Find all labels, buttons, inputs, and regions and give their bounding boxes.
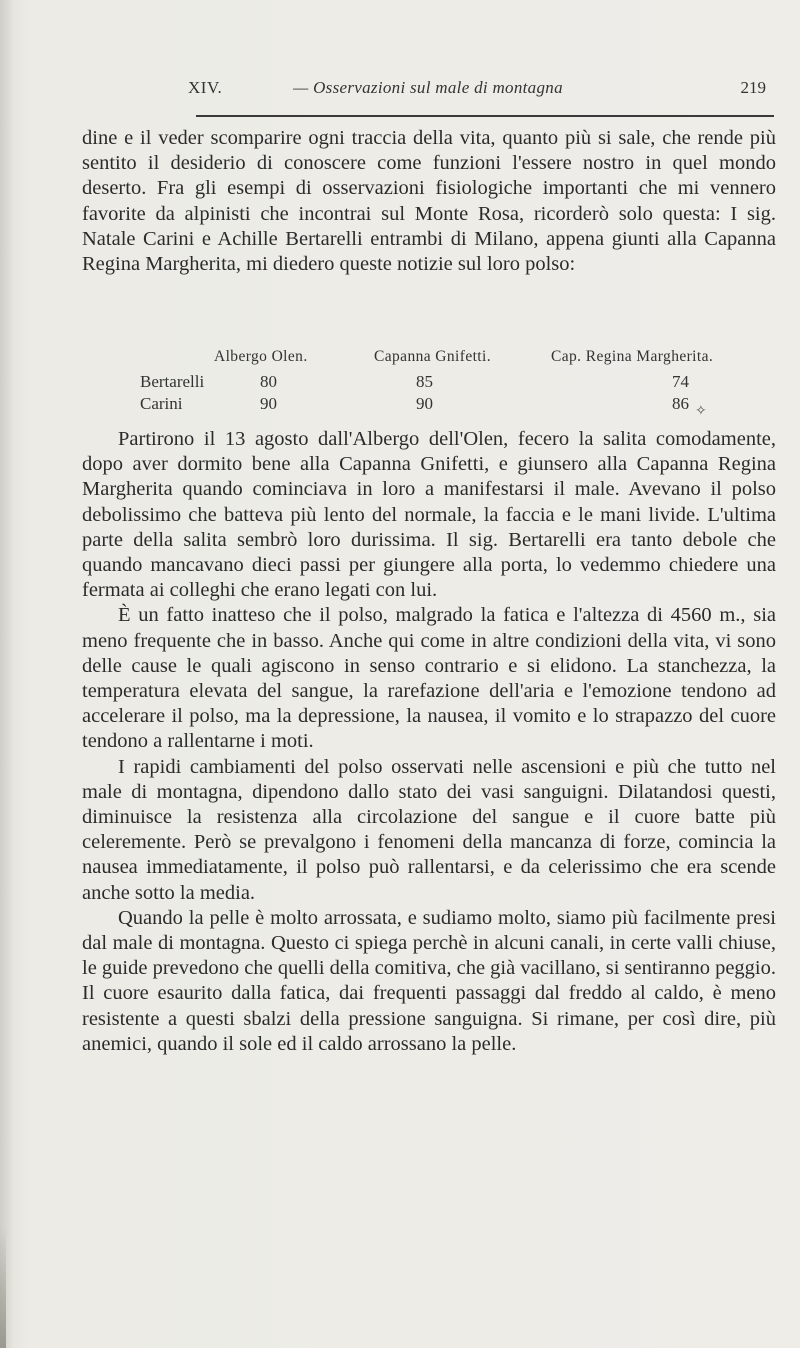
column-header-regina-margherita: Cap. Regina Margherita. [551,348,714,365]
spine-shadow [0,0,14,1348]
page-number: 219 [740,78,766,97]
body-text [82,427,776,1057]
cell-bertarelli-margherita: 74 [672,372,689,391]
running-header [82,76,774,102]
column-header-albergo-olen: Albergo Olen. [214,348,308,365]
cell-carini-gnifetti: 90 [416,394,433,413]
ink-speck-icon: ✧ [695,404,707,419]
paragraph: I rapidi cambiamenti del polso osservati nelle ascensioni e più che tutto nel male di montagna, dipendono dallo stato dei vasi sanguigni. Dilatandosi questi, diminuisce la resistenza alla circolazione del sangue e il cuore batte più celeremente. Però se prevalgono i fenomeni della mancanza di forze, comincia la nausea immediatamente, il polso può rallentarsi, e da celerissimo che era scende anche sotto la media. [82,755,776,904]
page-edge-shadow [0,1228,6,1348]
paragraph: È un fatto inatteso che il polso, malgrado la fatica e l'altezza di 4560 m., sia meno frequente che in basso. Anche qui come in altre condizioni della vita, vi sono delle cause le quali agiscono in senso contrario e si elidono. La stanchezza, la temperatura elevata del sangue, la rarefazione dell'aria e l'emozione tendono ad accelerare il polso, ma la depressione, la nausea, il vomito e lo strapazzo del cuore tendono a rallentarne i moti. [82,604,776,753]
paragraph: dine e il veder scomparire ogni traccia della vita, quanto più si sale, che rende più sentito il desiderio di conoscere come funzioni l'essere nostro in quel mondo deserto. Fra gli esempi di osservazioni fisiologiche importanti che mi vennero favorite da alpinisti che incontrai sul Monte Rosa, ricorderò solo questa: I sig. Natale Carini e Achille Bertarelli entrambi di Milano, appena giunti alla Capanna Regina Margherita, mi diedero queste notizie sul loro polso: [82,127,776,276]
cell-bertarelli-olen: 80 [260,372,277,391]
paragraph-intro [82,126,776,277]
paragraph: Quando la pelle è molto arrossata, e sudiamo molto, siamo più facilmente presi dal male di montagna. Questo ci spiega perchè in alcuni canali, in certe valli chiuse, le guide prevedono che quelli della comitiva, che già vacillano, si sentiranno peggio. Il cuore esaurito dalla fatica, dai frequenti passaggi dal freddo al caldo, è meno resistente a questi sbalzi della pressione sanguigna. Si rimane, per così dire, più anemici, quando il sole ed il caldo arrossano la pelle. [82,906,776,1055]
running-title: — Osservazioni sul male di montagna [293,78,563,97]
cell-carini-margherita: 86 [672,394,689,413]
cell-bertarelli-gnifetti: 85 [416,372,433,391]
row-label-carini: Carini [140,394,183,413]
chapter-number: XIV. [188,78,223,97]
cell-carini-olen: 90 [260,394,277,413]
row-label-bertarelli: Bertarelli [140,372,205,391]
paragraph: Partirono il 13 agosto dall'Albergo dell'Olen, fecero la salita comodamente, dopo aver dormito bene alla Capanna Gnifetti, e giunsero alla Capanna Regina Margherita quando cominciava in loro a manifestarsi il male. Avevano il polso debolissimo che batteva più lento del normale, la faccia e le mani livide. L'ultima parte della salita sembrò loro durissima. Il sig. Bertarelli era tanto debole che quando mancavano dieci passi per giungere alla porta, lo vedemmo chiedere una fermata ai colleghi che erano legati con lui. [82,428,776,602]
column-header-capanna-gnifetti: Capanna Gnifetti. [374,348,491,365]
header-rule [196,115,774,117]
